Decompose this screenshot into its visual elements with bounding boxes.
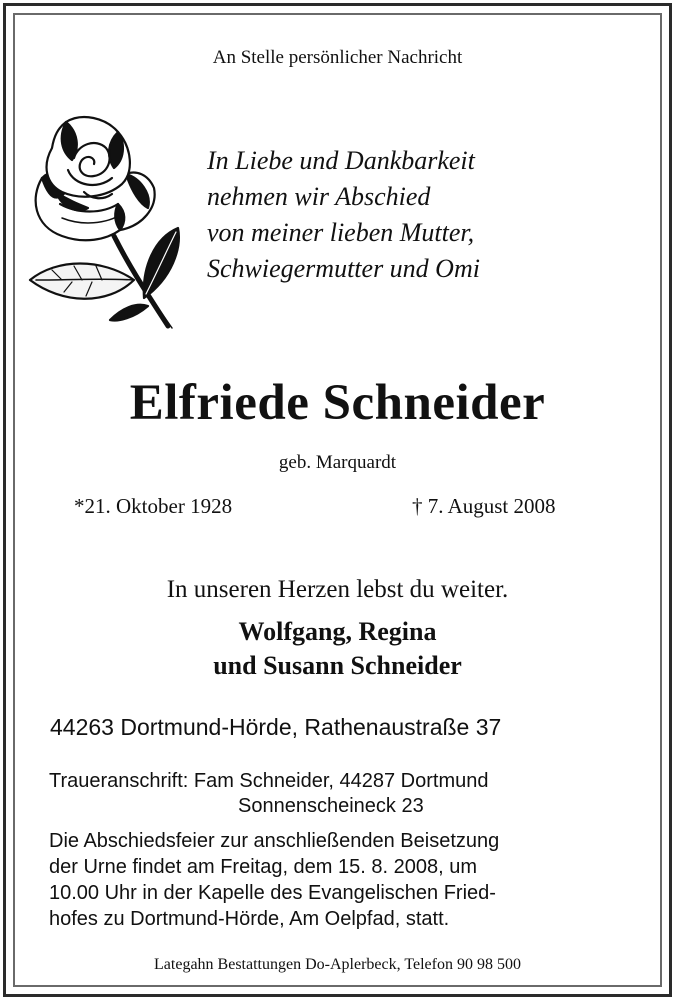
notice-header: An Stelle persönlicher Nachricht: [212, 47, 463, 68]
family-line: und Susann Schneider: [213, 651, 462, 680]
poem-line: Schwiegermutter und Omi: [207, 254, 480, 283]
poem-block: [207, 143, 480, 287]
family-address: 44263 Dortmund-Hörde, Rathenaustraße 37: [50, 714, 502, 740]
family-names: [0, 615, 675, 683]
family-line: Wolfgang, Regina: [238, 617, 437, 646]
motto: In unseren Herzen lebst du weiter.: [166, 576, 509, 603]
ceremony-line: 10.00 Uhr in der Kapelle des Evangelischen Fried-: [49, 882, 496, 904]
ceremony-line: Die Abschiedsfeier zur anschließenden Beisetzung: [49, 830, 500, 852]
mourning-address-line2: Sonnenscheineck 23: [238, 795, 424, 817]
deceased-name: Elfriede Schneider: [129, 375, 546, 431]
rose-icon: [22, 108, 182, 333]
poem-line: In Liebe und Dankbarkeit: [207, 146, 475, 175]
maiden-name: geb. Marquardt: [278, 452, 397, 473]
ceremony-text: [49, 828, 499, 932]
death-date: † 7. August 2008: [412, 494, 556, 518]
mourning-address-line1: Traueranschrift: Fam Schneider, 44287 Dortmund: [49, 770, 489, 792]
poem-line: nehmen wir Abschied: [207, 182, 431, 211]
ceremony-line: der Urne findet am Freitag, dem 15. 8. 2008, um: [49, 856, 477, 878]
ceremony-line: hofes zu Dortmund-Hörde, Am Oelpfad, statt.: [49, 908, 450, 930]
poem-line: von meiner lieben Mutter,: [207, 218, 475, 247]
funeral-home-footer: Lategahn Bestattungen Do-Aplerbeck, Telefon 90 98 500: [154, 956, 521, 973]
birth-date: *21. Oktober 1928: [74, 494, 233, 518]
